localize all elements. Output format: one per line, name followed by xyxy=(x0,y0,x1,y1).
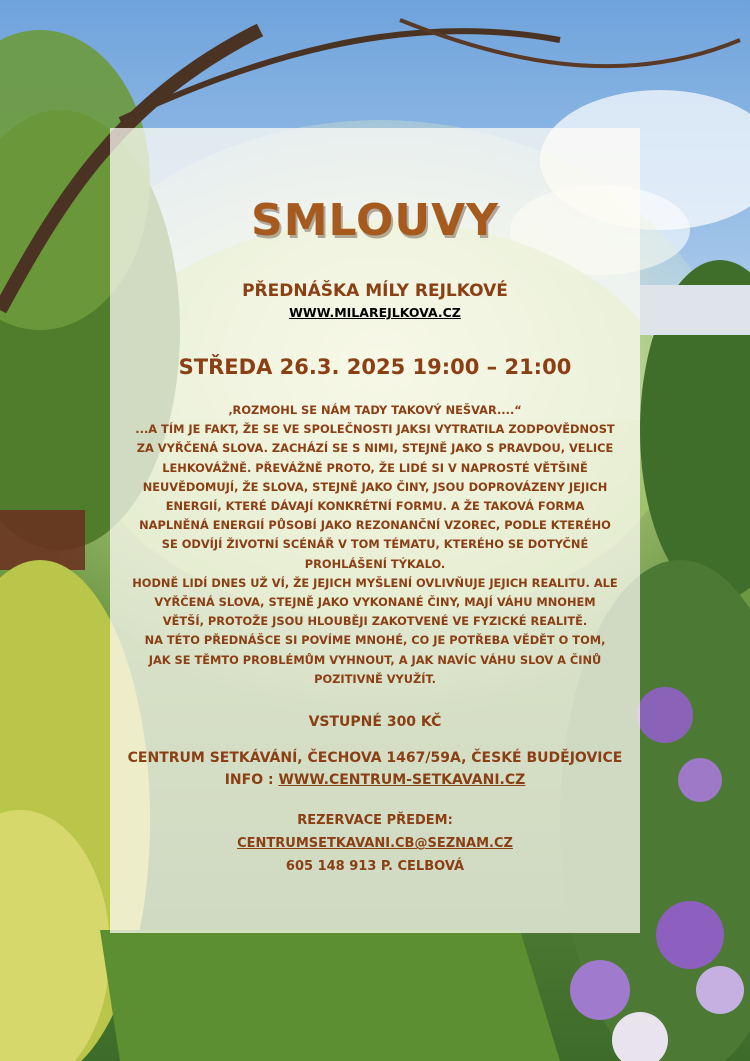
reservation-email-link[interactable]: CENTRUMSETKAVANI.CB@SEZNAM.CZ xyxy=(237,836,513,852)
event-description xyxy=(132,401,618,689)
poster-title: SMLOUVY xyxy=(251,195,499,246)
lecture-subtitle: PŘEDNÁŠKA MÍLY REJLKOVÉ xyxy=(242,281,508,301)
poster-panel xyxy=(110,128,640,933)
entrance-fee: VSTUPNÉ 300 KČ xyxy=(308,714,442,731)
venue-block xyxy=(110,747,640,791)
description-paragraph-3: NA TÉTO PŘEDNÁŠCE SI POVÍME MNOHÉ, CO JE POTŘEBA VĚDĚT O TOM, JAK SE TĚMTO PROBLÉMŮM VYHNOUT, A JAK NAVÍC VÁHU SLOV A ČINŮ POZITIVNĚ VYUŽÍT. xyxy=(144,633,606,686)
description-quote: ‚ROZMOHL SE NÁM TADY TAKOVÝ NEŠVAR....“ xyxy=(228,403,522,417)
description-paragraph-2: HODNĚ LIDÍ DNES UŽ VÍ, ŽE JEJICH MYŠLENÍ OVLIVŇUJE JEJICH REALITU. ALE VYŘČENÁ SLOVA, STEJNĚ JAKO VYKONANÉ ČINY, MAJÍ VÁHU MNOHEM VĚTŠÍ, PROTOŽE JSOU HLOUBĚJI ZAKOTVENÉ VE FYZICKÉ REALITĚ. xyxy=(132,575,618,629)
reservation-phone: 605 148 913 P. CELBOVÁ xyxy=(285,859,465,875)
info-line xyxy=(110,769,640,791)
description-paragraph-1: ...A TÍM JE FAKT, ŽE SE VE SPOLEČNOSTI JAKSI VYTRATILA ZODPOVĚDNOST ZA VYŘČENÁ SLOVA. ZACHÁZÍ SE S NIMI, STEJNĚ JAKO S PRAVDOU, VELICE LEHKOVÁŽNĚ. PŘEVÁŽNĚ PROTO, ŽE LIDÉ SI V NAPROSTÉ VĚTŠINĚ NEUVĚDOMUJÍ, ŽE SLOVA, STEJNĚ JAKO ČINY, JSOU DOPROVÁZENY JEJICH ENERGIÍ, KTERÉ DÁVAJÍ KONKRÉTNÍ FORMU. A ŽE TAKOVÁ FORMA NAPLNĚNÁ ENERGIÍ PŮSOBÍ JAKO REZONANČNÍ VZOREC, PODLE KTERÉHO SE ODVÍJÍ ŽIVOTNÍ SCÉNÁŘ V TOM TÉMATU, KTERÉHO SE DOTYČNÉ PROHLÁŠENÍ TÝKALO. xyxy=(135,422,615,571)
venue-website-link[interactable]: WWW.CENTRUM-SETKAVANI.CZ xyxy=(278,772,526,789)
reservation-block xyxy=(110,809,640,878)
info-label: INFO : xyxy=(224,772,279,789)
reservation-label: REZERVACE PŘEDEM: xyxy=(297,813,453,829)
venue-address: CENTRUM SETKÁVÁNÍ, ČECHOVA 1467/59A, ČESKÉ BUDĚJOVICE xyxy=(127,750,623,767)
lecturer-website-link[interactable]: WWW.MILAREJLKOVA.CZ xyxy=(289,305,461,320)
event-datetime: STŘEDA 26.3. 2025 19:00 – 21:00 xyxy=(178,355,572,379)
